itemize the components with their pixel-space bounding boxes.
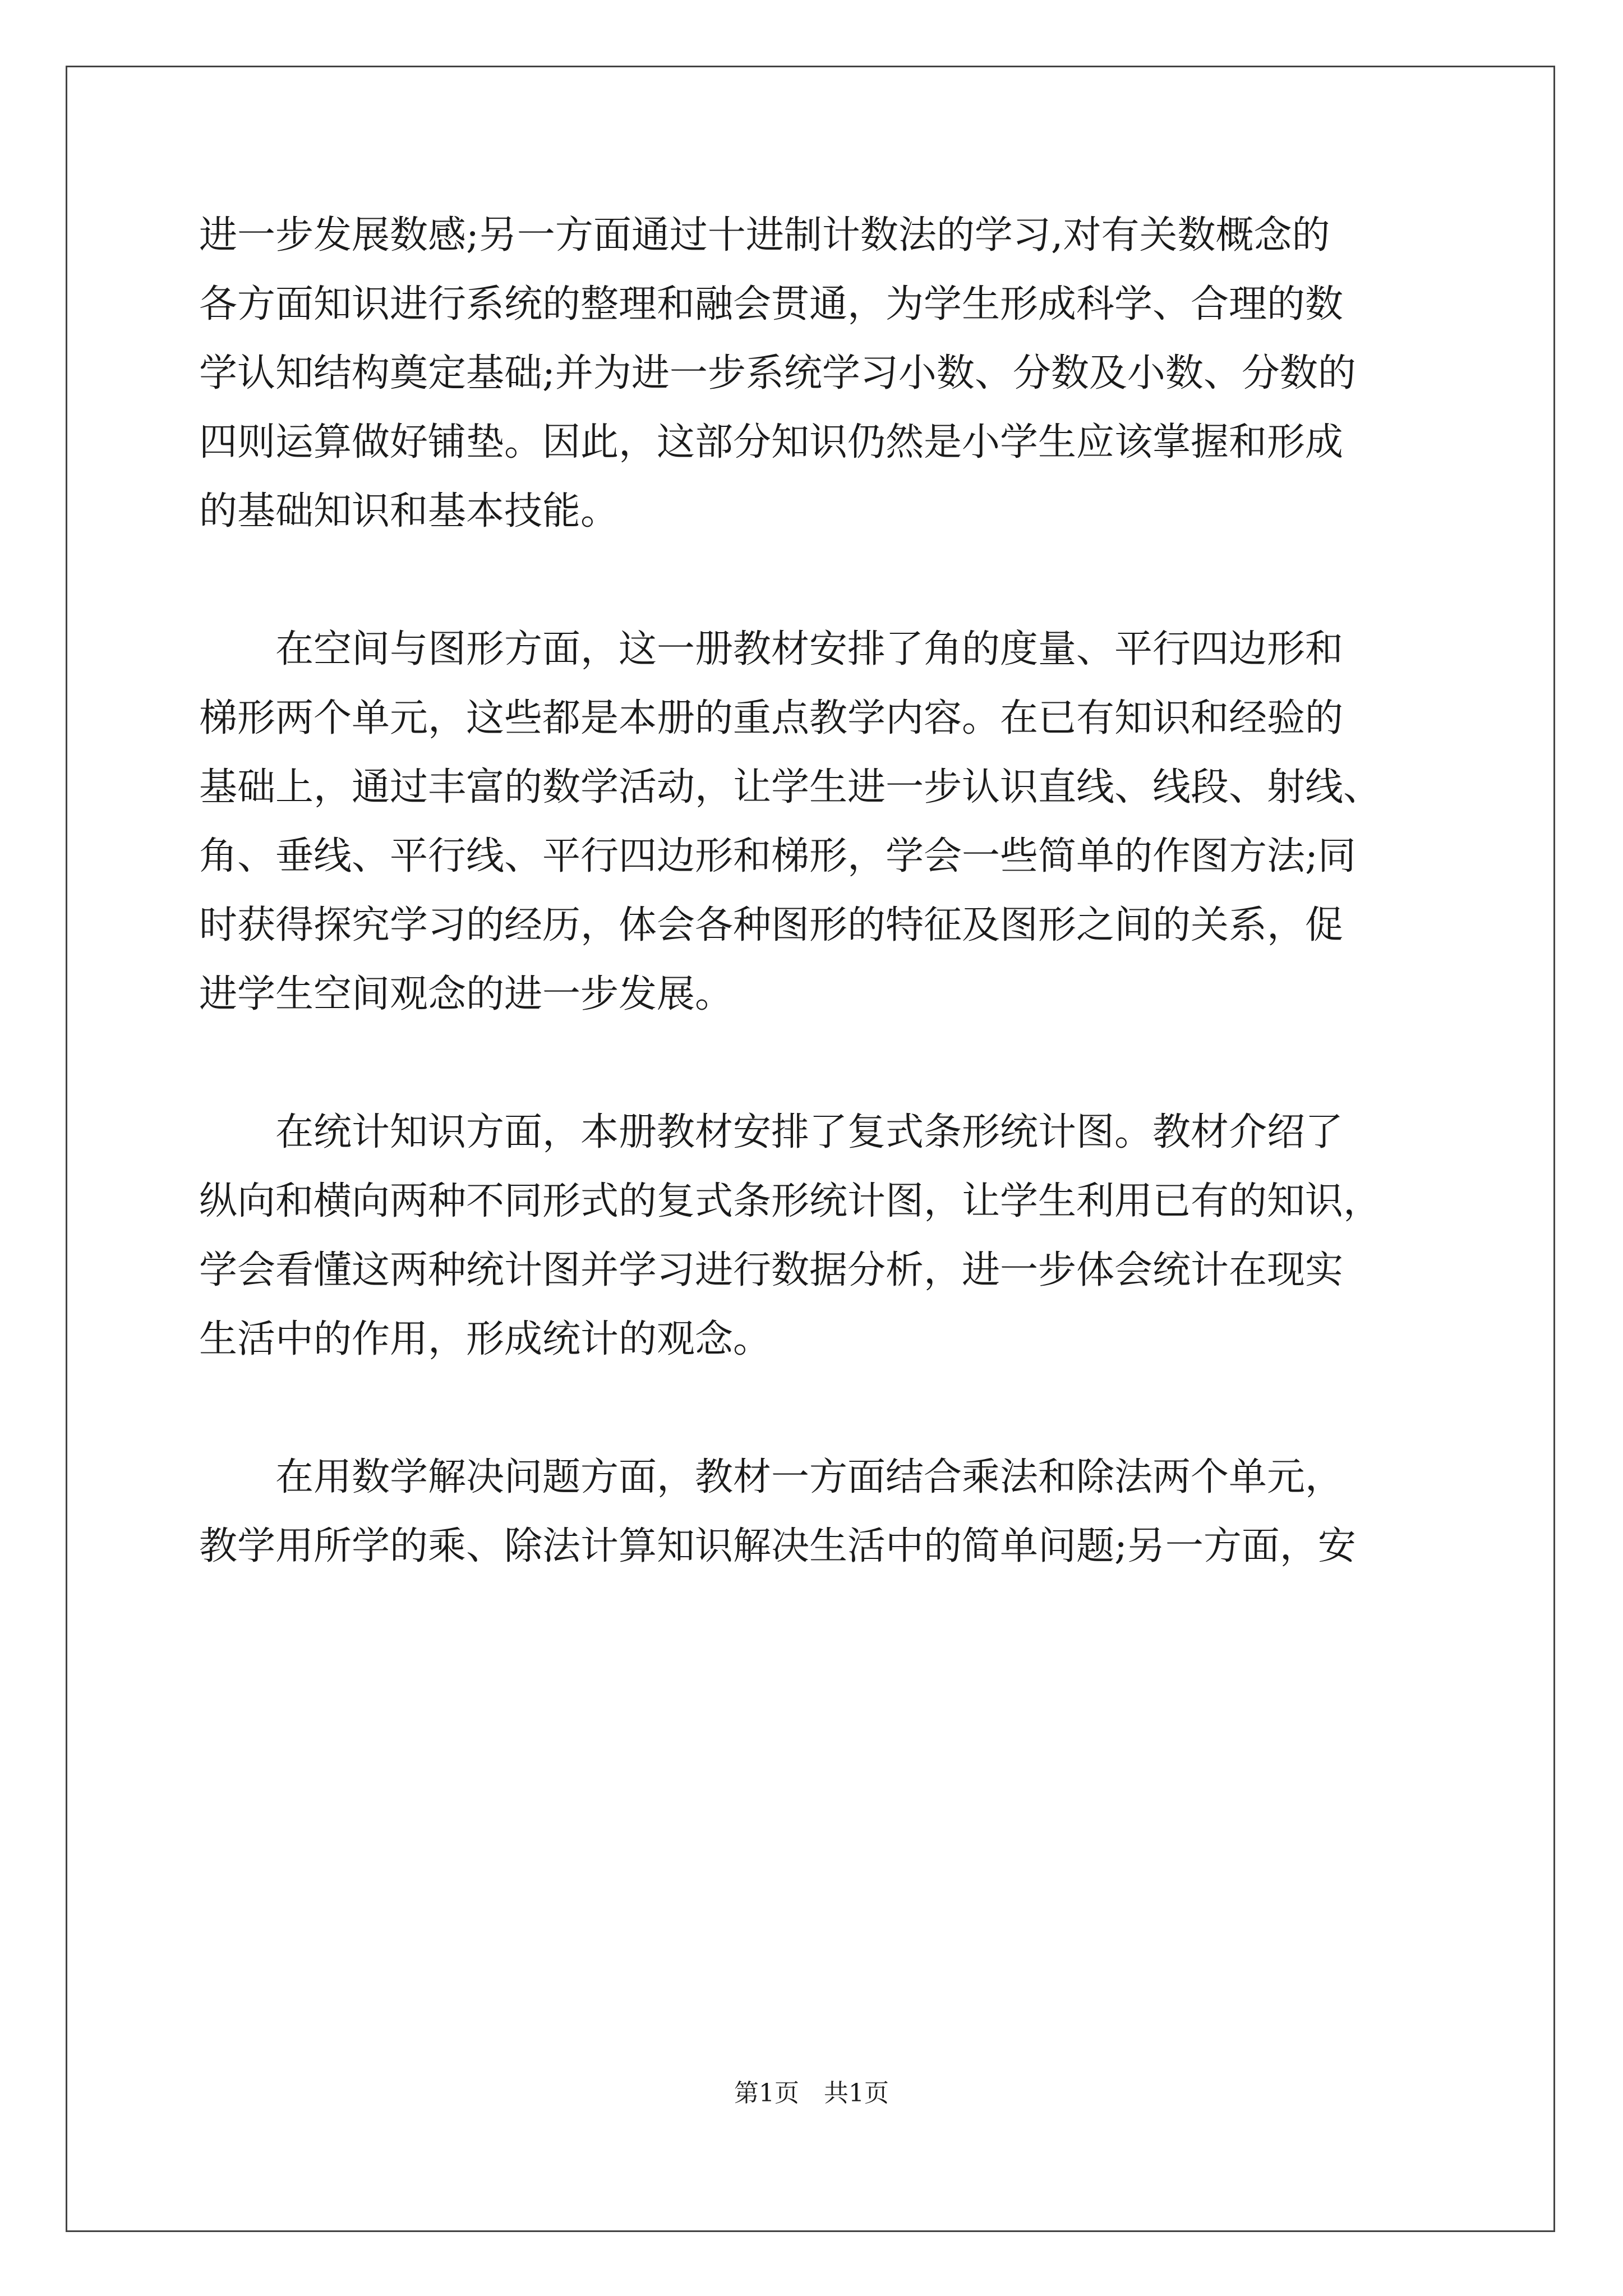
text-line: 学认知结构奠定基础;并为进一步系统学习小数、分数及小数、分数的	[199, 351, 1356, 395]
paragraph-spacer	[199, 546, 1433, 615]
text-line: 在空间与图形方面，这一册教材安排了角的度量、平行四边形和	[275, 627, 1344, 671]
text-line: 的基础知识和基本技能。	[199, 489, 619, 533]
document-body	[199, 201, 1433, 1581]
text-line: 教学用所学的乘、除法计算知识解决生活中的简单问题;另一方面，安	[199, 1524, 1356, 1568]
text-line: 进一步发展数感;另一方面通过十进制计数法的学习,对有关数概念的	[199, 213, 1330, 257]
text-line: 在统计知识方面，本册教材安排了复式条形统计图。教材介绍了	[275, 1110, 1344, 1154]
text-line: 基础上，通过丰富的数学活动，让学生进一步认识直线、线段、射线、	[199, 765, 1382, 809]
text-line: 进学生空间观念的进一步发展。	[199, 972, 734, 1016]
text-line: 时获得探究学习的经历，体会各种图形的特征及图形之间的关系，促	[199, 903, 1344, 947]
paragraph	[199, 1443, 1433, 1581]
text-line: 梯形两个单元，这些都是本册的重点教学内容。在已有知识和经验的	[199, 696, 1344, 740]
text-line: 生活中的作用，形成统计的观念。	[199, 1317, 772, 1361]
paragraph-spacer	[199, 1374, 1433, 1443]
paragraph	[199, 1098, 1433, 1374]
text-line: 各方面知识进行系统的整理和融会贯通，为学生形成科学、合理的数	[199, 282, 1344, 326]
text-line: 角、垂线、平行线、平行四边形和梯形，学会一些简单的作图方法;同	[199, 834, 1356, 878]
text-line: 四则运算做好铺垫。因此，这部分知识仍然是小学生应该掌握和形成	[199, 420, 1344, 464]
page-total: 共1页	[824, 2079, 889, 2108]
page-number: 第1页	[734, 2079, 799, 2108]
text-line: 学会看懂这两种统计图并学习进行数据分析，进一步体会统计在现实	[199, 1248, 1344, 1292]
page-footer	[0, 2073, 1623, 2109]
text-line: 在用数学解决问题方面，教材一方面结合乘法和除法两个单元，	[275, 1455, 1344, 1499]
text-line: 纵向和横向两种不同形式的复式条形统计图，让学生利用已有的知识，	[199, 1179, 1382, 1223]
paragraph	[199, 201, 1433, 546]
paragraph	[199, 615, 1433, 1029]
paragraph-spacer	[199, 1029, 1433, 1098]
